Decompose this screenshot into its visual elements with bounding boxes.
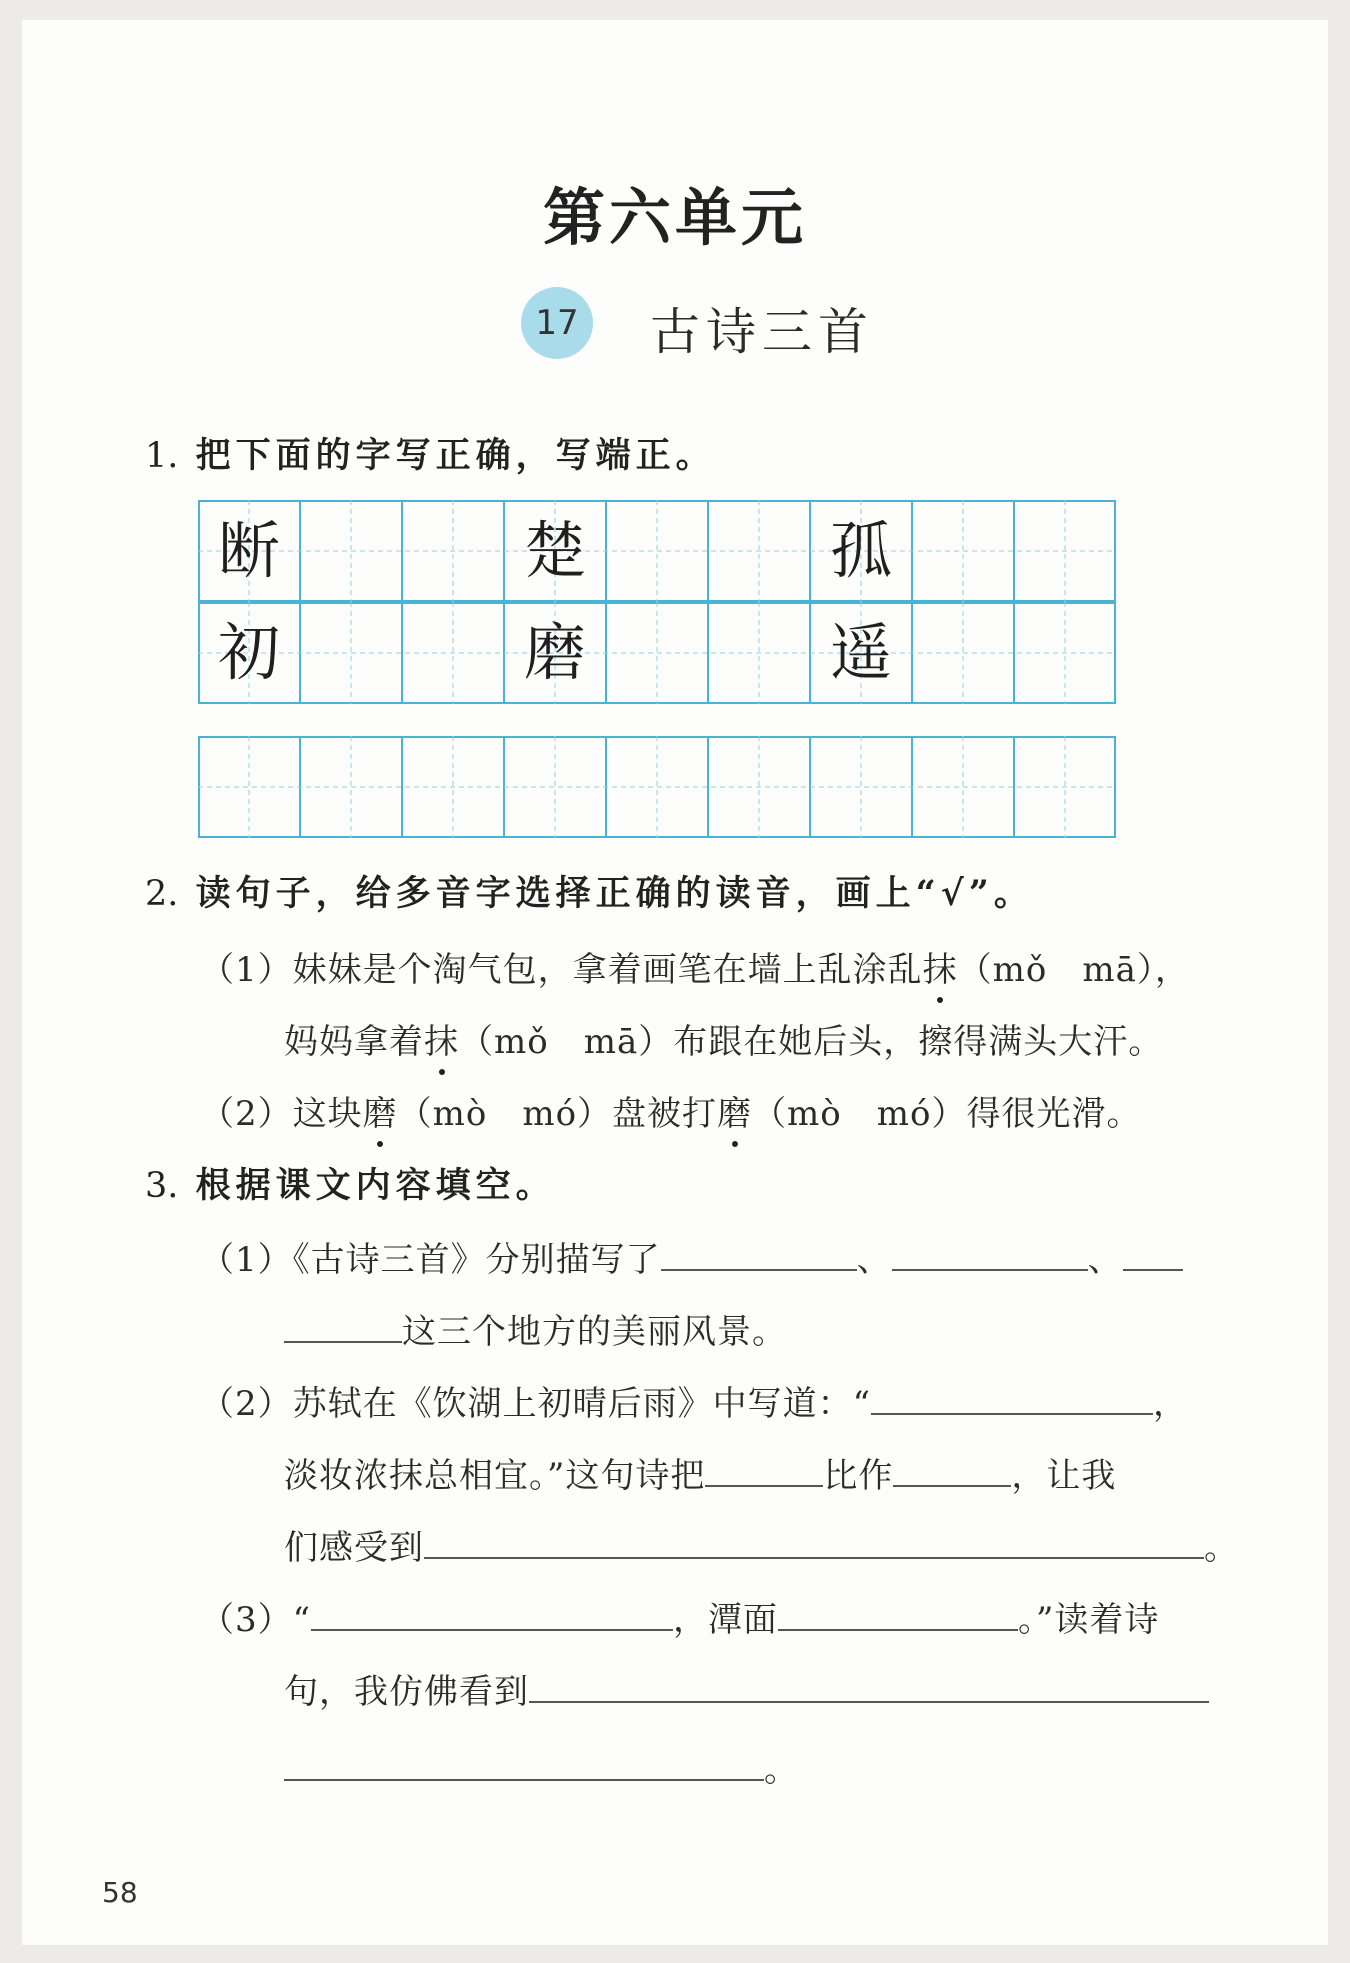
grid-char: 孤 xyxy=(829,514,892,587)
question-number: 1. xyxy=(145,436,179,476)
grid-char: 遥 xyxy=(829,616,892,689)
fill-blank[interactable] xyxy=(661,1268,857,1271)
question-number: 3. xyxy=(145,1166,179,1206)
grid-lines xyxy=(198,602,1116,704)
grid-char: 楚 xyxy=(523,514,586,587)
fill-blank[interactable] xyxy=(1123,1268,1183,1271)
pinyin-options[interactable]: （mò mó）盘被打 xyxy=(397,1094,718,1134)
fill-blank[interactable] xyxy=(311,1628,673,1631)
fill-blank[interactable] xyxy=(284,1778,764,1781)
q3-item-1-line-2 xyxy=(284,1304,787,1353)
lesson-number-badge: 17 xyxy=(521,287,593,359)
question-3 xyxy=(145,1158,556,1208)
fill-blank[interactable] xyxy=(893,1484,1011,1487)
q2-item-2 xyxy=(200,1086,1141,1135)
sentence-text: 淡妆浓抹总相宜。”这句诗把 xyxy=(284,1456,706,1496)
unit-title: 第六单元 xyxy=(542,181,807,254)
sentence-text: 们感受到 xyxy=(284,1528,424,1568)
fill-blank[interactable] xyxy=(778,1628,1018,1631)
writing-grid-row-2[interactable] xyxy=(198,602,1116,704)
sentence-text: 苏轼在《饮湖上初晴后雨》中写道：“ xyxy=(292,1384,872,1424)
sentence-text: ，潭面 xyxy=(673,1600,779,1640)
grid-lines xyxy=(198,500,1116,602)
q2-item-1-line-2 xyxy=(284,1014,1163,1063)
question-1 xyxy=(145,428,716,478)
dotted-char: 磨 xyxy=(717,1086,752,1135)
separator: 、 xyxy=(1087,1240,1123,1280)
grid-char: 初 xyxy=(217,616,280,689)
question-text: 把下面的字写正确，写端正。 xyxy=(195,435,716,476)
sentence-text: 这三个地方的美丽风景。 xyxy=(402,1312,787,1352)
item-number: （1） xyxy=(200,950,293,990)
item-number: （2） xyxy=(200,1384,293,1424)
grid-lines xyxy=(198,736,1116,838)
separator: 、 xyxy=(856,1240,892,1280)
sentence-text: 妹妹是个淘气包，拿着画笔在墙上乱涂乱 xyxy=(292,950,923,990)
q3-item-2-line-2 xyxy=(284,1448,1116,1497)
q3-item-3-line-1 xyxy=(200,1592,1159,1641)
separator: 。 xyxy=(764,1750,799,1790)
writing-grid-row-3[interactable] xyxy=(198,736,1116,838)
pinyin-options[interactable]: （mǒ mā）， xyxy=(957,950,1190,990)
dotted-char: 抹 xyxy=(923,942,958,991)
q3-item-2-line-3 xyxy=(284,1520,1239,1569)
item-number: （2） xyxy=(200,1094,293,1134)
pinyin-options[interactable]: （mò mó）得很光滑。 xyxy=(752,1094,1142,1134)
sentence-text: 这块 xyxy=(292,1094,363,1134)
sentence-text: “ xyxy=(292,1600,312,1640)
fill-blank[interactable] xyxy=(705,1484,823,1487)
question-2 xyxy=(145,866,1034,916)
q3-item-1-line-1 xyxy=(200,1232,1183,1281)
fill-blank[interactable] xyxy=(892,1268,1088,1271)
writing-grid-row-1[interactable] xyxy=(198,500,1116,602)
q3-item-3-line-2 xyxy=(284,1664,1209,1713)
dotted-char: 磨 xyxy=(363,1086,398,1135)
separator: 。 xyxy=(1204,1528,1239,1568)
fill-blank[interactable] xyxy=(424,1556,1204,1559)
item-number: （1） xyxy=(200,1240,293,1280)
separator: ， xyxy=(1153,1384,1189,1424)
sentence-text: ，让我 xyxy=(1011,1456,1117,1496)
dotted-char: 抹 xyxy=(424,1014,459,1063)
q2-item-1-line-1 xyxy=(200,942,1190,991)
page-number: 58 xyxy=(102,1876,138,1909)
q3-item-3-line-3 xyxy=(284,1742,799,1791)
sentence-text: 比作 xyxy=(823,1456,894,1496)
sentence-text: 。”读着诗 xyxy=(1018,1600,1160,1640)
question-number: 2. xyxy=(145,874,179,914)
question-text: 读句子，给多音字选择正确的读音，画上“√”。 xyxy=(195,873,1034,914)
sentence-text: 妈妈拿着 xyxy=(284,1022,424,1062)
q3-item-2-line-1 xyxy=(200,1376,1188,1425)
sentence-text: 《古诗三首》分别描写了 xyxy=(292,1240,661,1280)
fill-blank[interactable] xyxy=(284,1340,402,1343)
item-number: （3） xyxy=(200,1600,293,1640)
pinyin-options[interactable]: （mǒ mā）布跟在她后头，擦得满头大汗。 xyxy=(459,1022,1164,1062)
grid-char: 磨 xyxy=(523,616,586,689)
fill-blank[interactable] xyxy=(871,1412,1153,1415)
grid-char: 断 xyxy=(217,514,280,587)
question-text: 根据课文内容填空。 xyxy=(195,1165,556,1206)
fill-blank[interactable] xyxy=(529,1700,1209,1703)
lesson-title: 古诗三首 xyxy=(650,303,874,361)
sentence-text: 句，我仿佛看到 xyxy=(284,1672,529,1712)
